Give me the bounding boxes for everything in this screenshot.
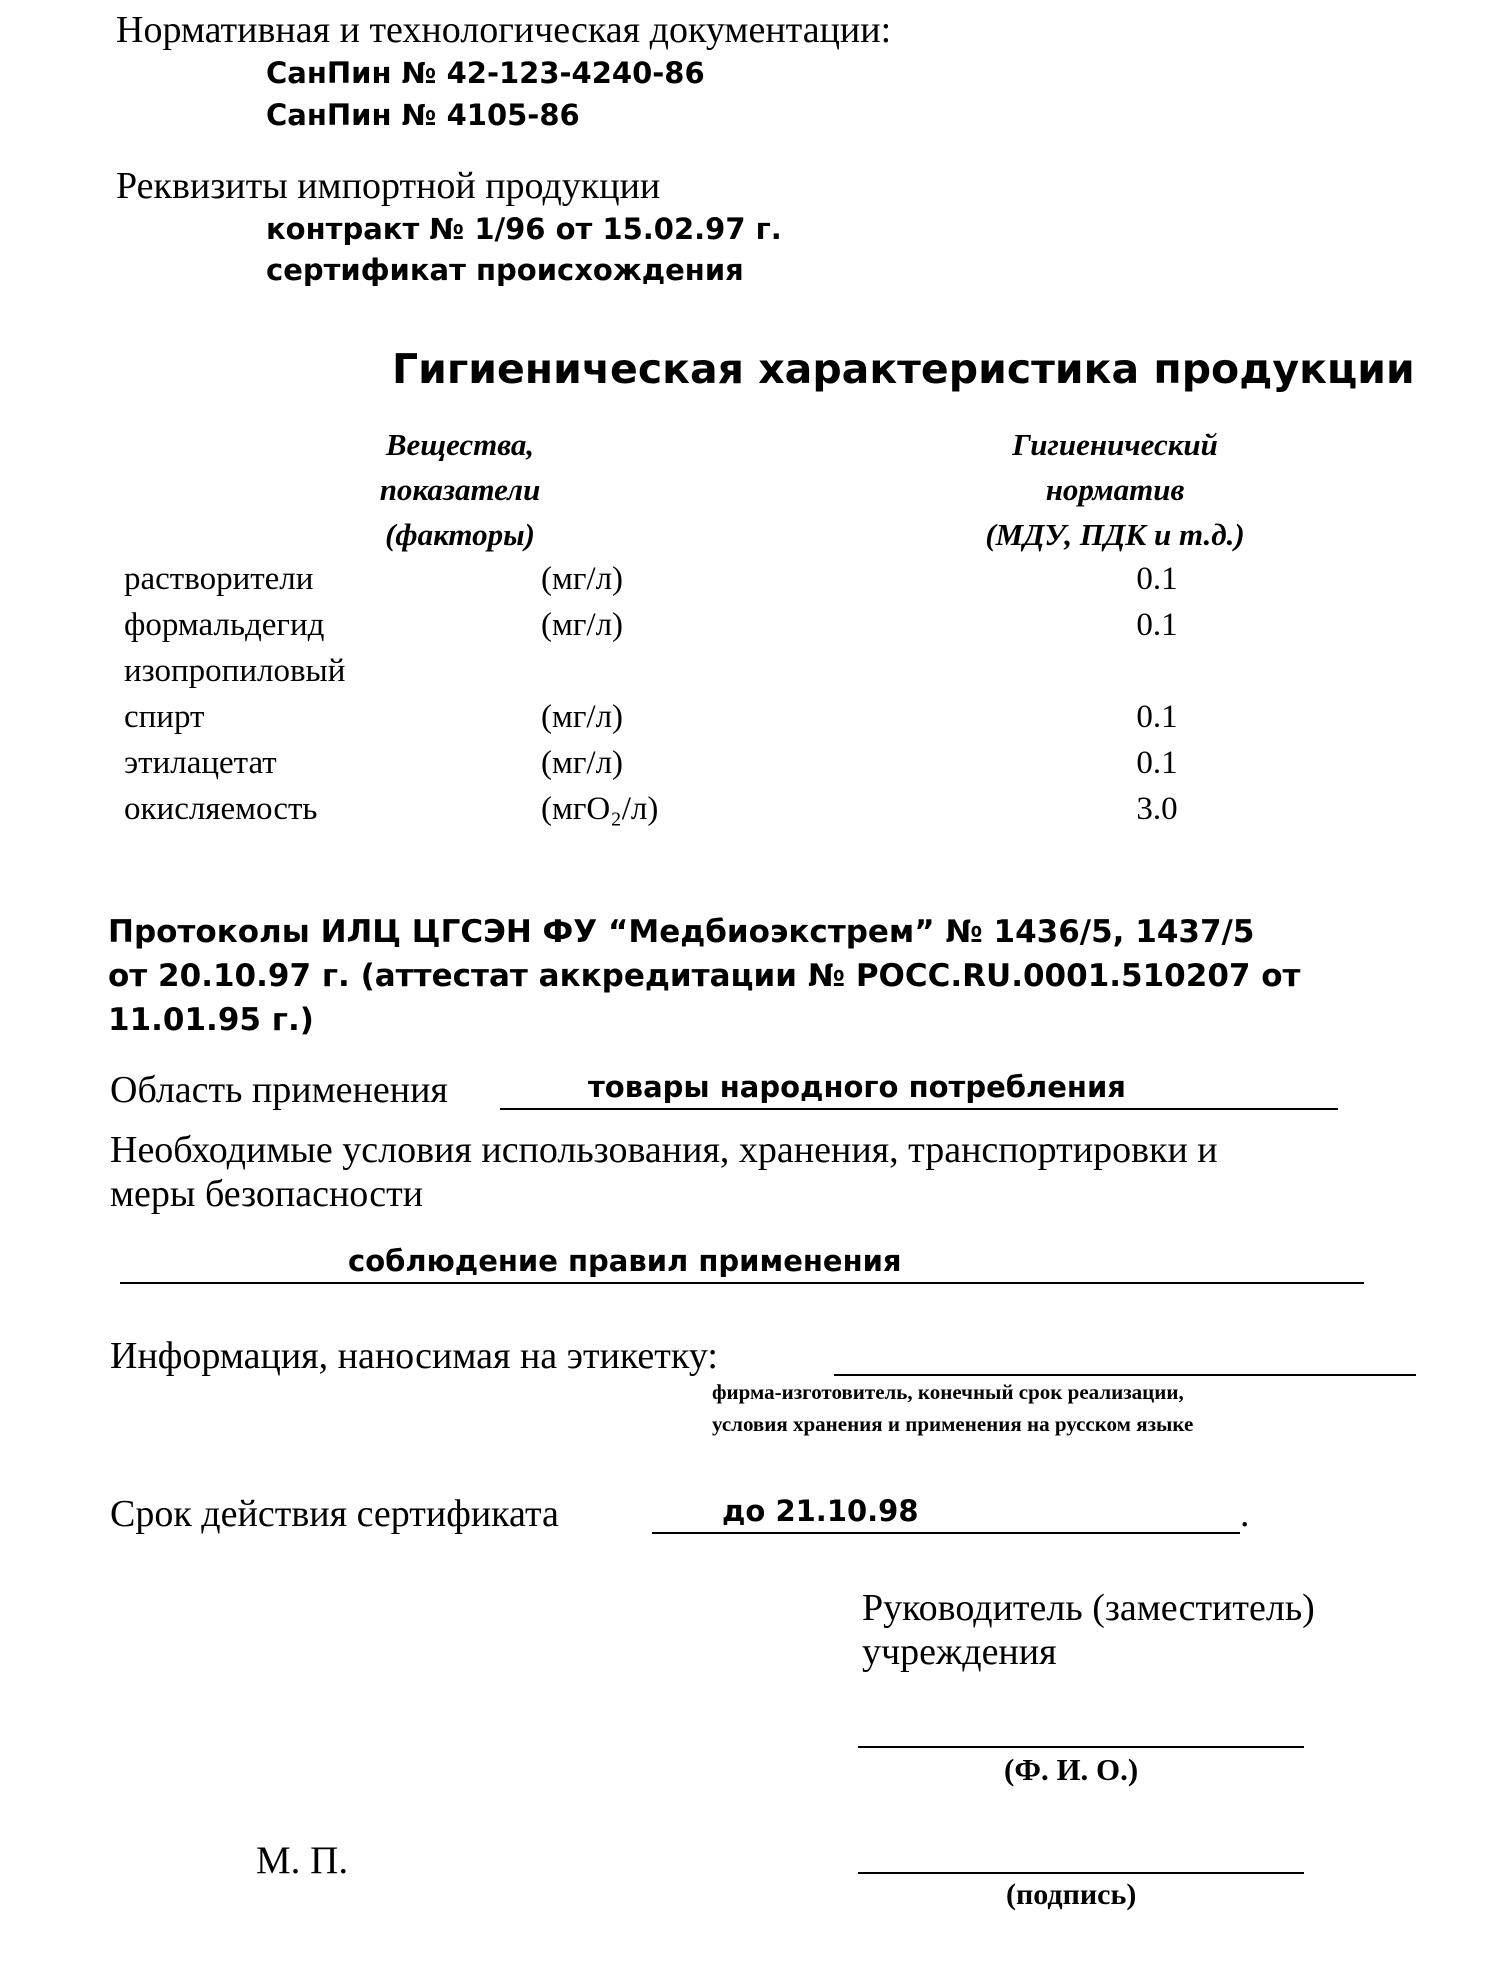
- conditions-underline: [120, 1282, 1364, 1284]
- table-row: растворители (мг/л) 0.1: [124, 561, 1178, 597]
- column-header-substances: Вещества, показатели (факторы): [379, 427, 541, 552]
- validity-end: .: [1240, 1493, 1250, 1535]
- sign-caption: (подпись): [1006, 1878, 1137, 1911]
- column-header-norm: Гигиенический норматив (МДУ, ПДК и т.д.): [985, 427, 1245, 552]
- signature-role: учреждения: [862, 1631, 1057, 1673]
- conditions-value: соблюдение правил применения: [348, 1244, 902, 1278]
- scope-value: товары народного потребления: [588, 1070, 1126, 1104]
- stamp-mark: М. П.: [256, 1839, 349, 1882]
- protocols-line: от 20.10.97 г. (аттестат аккредитации № РОСС.RU.0001.510207 от: [108, 958, 1301, 994]
- table-row: спирт (мг/л) 0.1: [124, 699, 1178, 735]
- label-info-label: Информация, наносимая на этикетку:: [110, 1335, 718, 1377]
- import-item: сертификат происхождения: [266, 253, 744, 287]
- conditions-label: меры безопасности: [110, 1173, 424, 1215]
- label-info-note: фирма-изготовитель, конечный срок реализации,: [712, 1380, 1184, 1404]
- scope-label: Область применения: [110, 1069, 448, 1111]
- normative-heading: Нормативная и технологическая документации:: [116, 9, 892, 51]
- normative-item: СанПин № 4105-86: [266, 98, 580, 132]
- hygiene-title: Гигиеническая характеристика продукции: [392, 345, 1415, 393]
- fio-caption: (Ф. И. О.): [1004, 1752, 1139, 1787]
- fio-line: [858, 1746, 1304, 1748]
- table-row: этилацетат (мг/л) 0.1: [124, 745, 1178, 781]
- validity-underline: [652, 1532, 1240, 1534]
- validity-label: Срок действия сертификата: [110, 1493, 559, 1535]
- table-row: формальдегид (мг/л) 0.1: [124, 607, 1178, 643]
- validity-value: до 21.10.98: [722, 1494, 919, 1528]
- table-row: окисляемость (мгО₂/л) 3.0: [124, 791, 1178, 827]
- import-heading: Реквизиты импортной продукции: [116, 165, 661, 207]
- normative-item: СанПин № 42-123-4240-86: [266, 56, 705, 90]
- table-row: изопропиловый: [124, 653, 346, 689]
- import-item: контракт № 1/96 от 15.02.97 г.: [266, 212, 782, 246]
- label-info-note: условия хранения и применения на русском языке: [712, 1412, 1194, 1436]
- protocols-line: Протоколы ИЛЦ ЦГСЭН ФУ “Медбиоэкстрем” № 1436/5, 1437/5: [108, 914, 1255, 950]
- conditions-label: Необходимые условия использования, хранения, транспортировки и: [110, 1129, 1218, 1171]
- signature-role: Руководитель (заместитель): [862, 1587, 1315, 1629]
- protocols-line: 11.01.95 г.): [108, 1002, 314, 1038]
- signature-line: [858, 1872, 1304, 1874]
- scope-underline: [500, 1108, 1338, 1110]
- label-info-underline: [834, 1374, 1416, 1376]
